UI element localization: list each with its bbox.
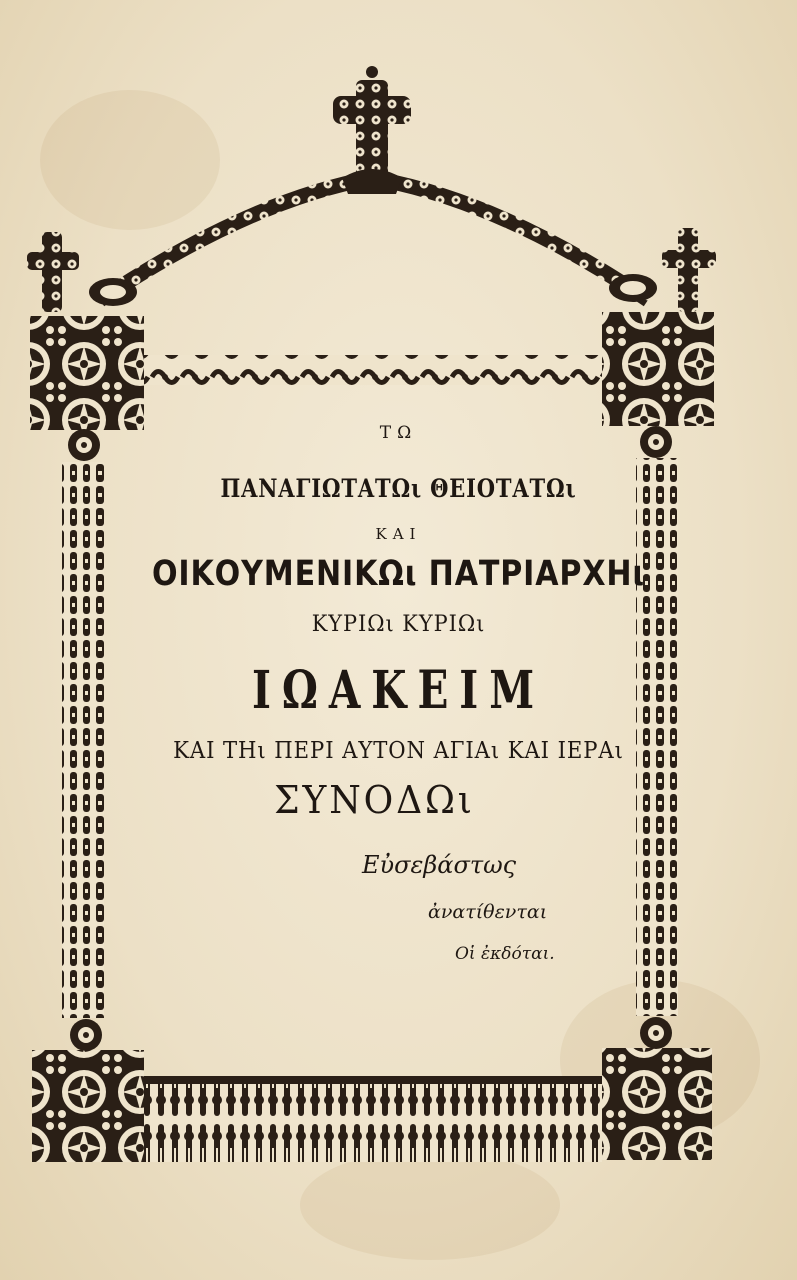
patriarch-name: ΙΩΑΚΕΙΜ	[251, 660, 546, 721]
conjunction-line: ΚΑΙ	[375, 525, 422, 543]
dedication-publishers: Οἱ ἐκδόται.	[455, 944, 555, 964]
synod-line: ΣΥΝΟΔΩι	[274, 778, 475, 822]
ecumenical-patriarch-line: ΟΙΚΟΥΜΕΝΙΚΩι ΠΑΤΡΙΑΡΧΗι	[151, 554, 646, 594]
dedication-verb: ἀνατίθενται	[428, 901, 548, 923]
dedication-reverently: Εὐσεβάστως	[362, 851, 517, 879]
honorific-line: ΠΑΝΑΓΙΩΤΑΤΩι ΘΕΙΟΤΑΤΩι	[220, 474, 577, 503]
synod-intro-line: ΚΑΙ ΤΗι ΠΕΡΙ ΑΥΤΟΝ ΑΓΙΑι ΚΑΙ ΙΕΡΑι	[173, 738, 624, 764]
dedicatory-article: ΤΩ	[379, 423, 418, 443]
lord-line: ΚΥΡΙΩι ΚΥΡΙΩι	[311, 612, 486, 637]
